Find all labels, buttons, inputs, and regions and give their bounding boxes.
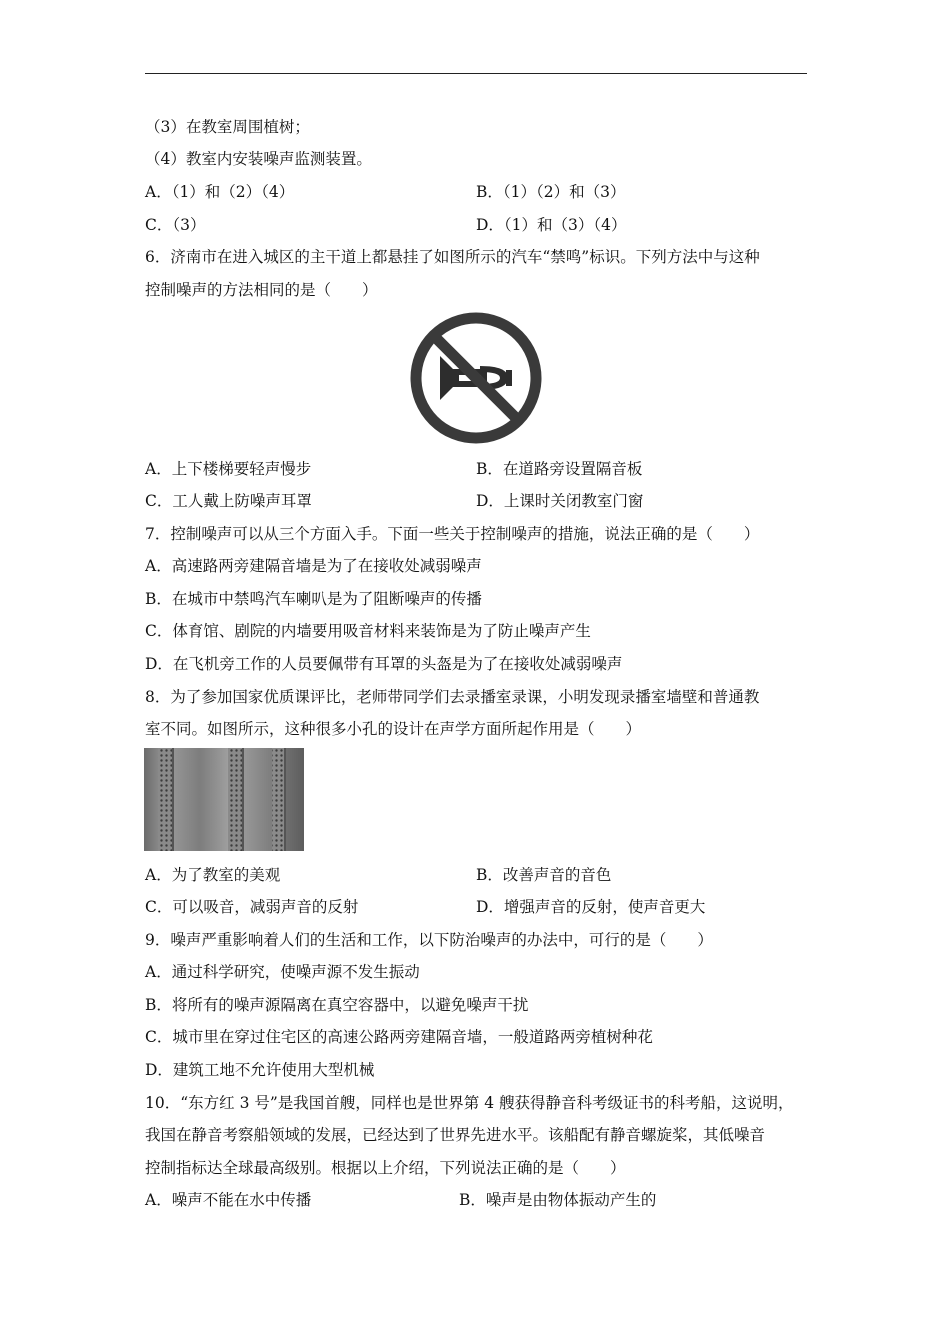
- no-honking-sign-icon: [410, 312, 542, 444]
- q5-option-d: D．（1）和（3）（4）: [476, 216, 627, 234]
- q7-option-b: B．在城市中禁鸣汽车喇叭是为了阻断噪声的传播: [145, 590, 482, 608]
- header-rule: [145, 73, 807, 74]
- q9-option-d: D．建筑工地不允许使用大型机械: [145, 1061, 375, 1079]
- q9-option-c: C．城市里在穿过住宅区的高速公路两旁建隔音墙，一般道路两旁植树种花: [145, 1028, 653, 1046]
- q7-option-a: A．高速路两旁建隔音墙是为了在接收处减弱噪声: [145, 557, 482, 575]
- q10-stem-line3: 控制指标达全球最高级别。根据以上介绍，下列说法正确的是（ ）: [145, 1159, 626, 1177]
- q5-condition-3: （3）在教室周围植树；: [145, 118, 310, 136]
- q5-option-c: C．（3）: [145, 216, 206, 234]
- q8-option-c: C．可以吸音，减弱声音的反射: [145, 898, 359, 916]
- q10-stem-line2: 我国在静音考察船领域的发展，已经达到了世界先进水平。该船配有静音螺旋桨，其低噪音: [145, 1126, 766, 1144]
- q9-option-b: B．将所有的噪声源隔离在真空容器中，以避免噪声干扰: [145, 996, 529, 1014]
- q5-condition-4: （4）教室内安装噪声监测装置。: [145, 150, 372, 168]
- q6-option-c: C．工人戴上防噪声耳罩: [145, 492, 312, 510]
- q6-option-a: A．上下楼梯要轻声慢步: [145, 460, 312, 478]
- q5-option-b: B．（1）（2）和（3）: [476, 183, 626, 201]
- perforated-wall-panel-icon: [144, 748, 304, 851]
- q7-option-d: D．在飞机旁工作的人员要佩带有耳罩的头盔是为了在接收处减弱噪声: [145, 655, 623, 673]
- q8-option-b: B．改善声音的音色: [476, 866, 612, 884]
- q8-stem-line2: 室不同。如图所示，这种很多小孔的设计在声学方面所起作用是（ ）: [145, 720, 642, 738]
- q10-option-b: B．噪声是由物体振动产生的: [459, 1191, 657, 1209]
- q10-stem-line1: 10．“东方红 3 号”是我国首艘，同样也是世界第 4 艘获得静音科考级证书的科考船，这说明，: [145, 1094, 794, 1112]
- q8-option-d: D．增强声音的反射，使声音更大: [476, 898, 706, 916]
- q5-option-a: A．（1）和（2）（4）: [145, 183, 295, 201]
- q10-option-a: A．噪声不能在水中传播: [145, 1191, 312, 1209]
- q9-option-a: A．通过科学研究，使噪声源不发生振动: [145, 963, 420, 981]
- q6-stem-line2: 控制噪声的方法相同的是（ ）: [145, 281, 378, 299]
- q6-option-b: B．在道路旁设置隔音板: [476, 460, 643, 478]
- q8-stem-line1: 8．为了参加国家优质课评比，老师带同学们去录播室录课，小明发现录播室墙壁和普通教: [145, 688, 760, 706]
- q7-stem: 7．控制噪声可以从三个方面入手。下面一些关于控制噪声的措施，说法正确的是（ ）: [145, 525, 760, 543]
- q6-option-d: D．上课时关闭教室门窗: [476, 492, 644, 510]
- q7-option-c: C．体育馆、剧院的内墙要用吸音材料来装饰是为了防止噪声产生: [145, 622, 591, 640]
- q8-option-a: A．为了教室的美观: [145, 866, 281, 884]
- q6-stem-line1: 6．济南市在进入城区的主干道上都悬挂了如图所示的汽车“禁鸣”标识。下列方法中与这种: [145, 248, 760, 266]
- q9-stem: 9．噪声严重影响着人们的生活和工作，以下防治噪声的办法中，可行的是（ ）: [145, 931, 713, 949]
